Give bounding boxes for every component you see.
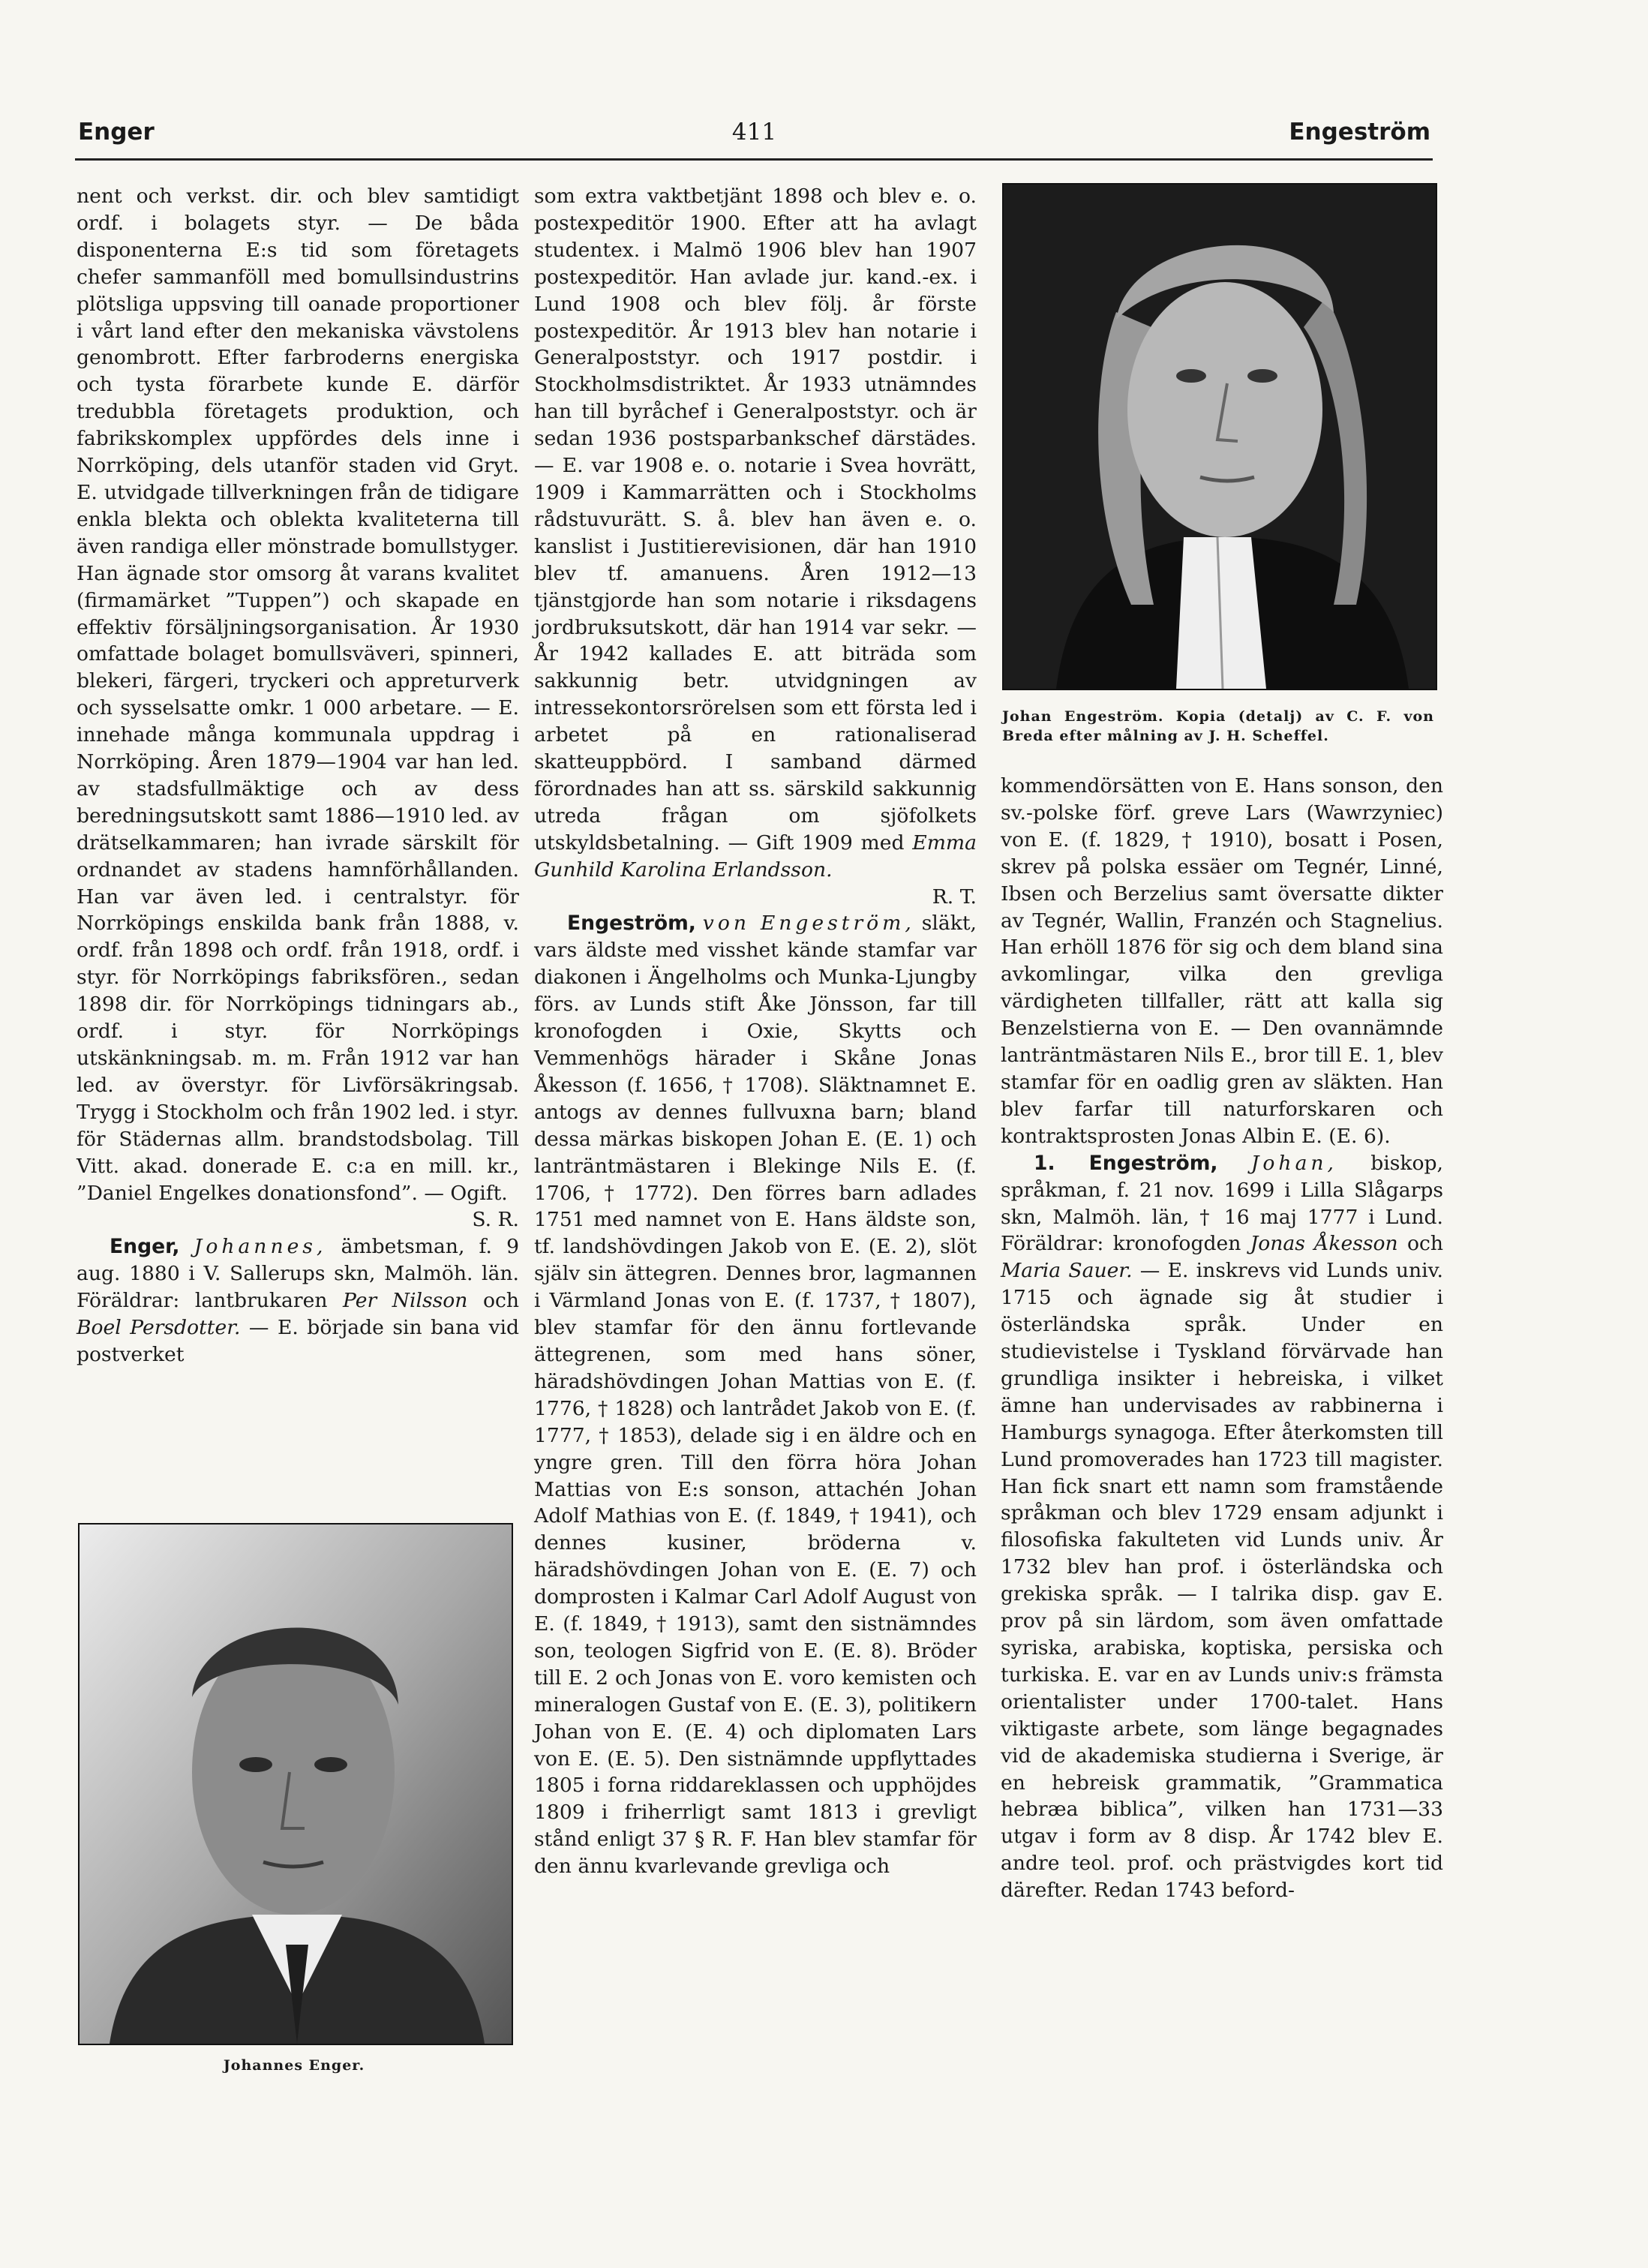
article-text: och: [467, 1289, 519, 1313]
entry-headword: Enger,: [110, 1235, 180, 1259]
column-2: [534, 183, 977, 1880]
article-engestrom-family: [534, 910, 977, 1880]
author-signature: R. T.: [932, 885, 977, 909]
caption-johannes-enger: Johannes Enger.: [223, 2057, 365, 2074]
entry-headword: 1. Engeström,: [1034, 1151, 1218, 1175]
article-johan-engestrom: [1001, 1150, 1443, 1904]
article-text: kommendörsätten von E. Hans sonson, den sv.-polske förf. greve Lars (Wawrzyniec) von E. (f. 1829, † 1910), bosatt i Posen, skrev på polska essäer om Tegnér, Linné, Ibsen och Berzelius samt översatte dikter av Tegnér, Wallin, Franzén och Stagnelius. Han erhöll 1876 för sig och dem bland sina avkomlingar, vilka den grevliga värdigheten tillfaller, rätt att kalla sig Benzelstierna von E. — Den ovannämnde lanträntmästaren Nils E., bror till E. 1, blev stamfar för en oadlig gren av släkten. Han blev farfar till naturforskaren och kontraktsprosten Jonas Albin E. (E. 6).: [1001, 774, 1443, 1148]
article-johannes-enger: [77, 1233, 519, 1368]
entry-variant-name: von Engeström,: [702, 912, 915, 936]
parent-name: Maria Sauer.: [1001, 1259, 1133, 1283]
article-text: och: [1397, 1232, 1443, 1256]
column-3: [1001, 773, 1443, 1904]
article-enger-continued: [77, 183, 519, 1233]
parent-name: Boel Persdotter.: [77, 1316, 241, 1340]
parent-name: Jonas Åkesson: [1250, 1232, 1398, 1256]
author-signature: S. R.: [472, 1208, 519, 1232]
article-engestrom-family-continued: [1001, 773, 1443, 1150]
entry-forename: Johan,: [1250, 1151, 1338, 1175]
spouse-name: Emma Gunhild Karolina Erlandsson.: [534, 831, 977, 882]
article-text: — E. började sin bana vid postverket: [77, 1316, 520, 1366]
article-text: — E. inskrevs vid Lunds univ. 1715 och ägnade sig åt studier i österländska språk. Under en studievistelse i Tyskland förvärvade han grundliga insikter i hebreiska, i vilket ämne han undervisades av rabbinerna i Hamburgs synagoga. Efter återkomsten till Lund promoverades han 1723 till magister. Han fick snart ett namn som framstående språkman och blev 1729 ensam adjunkt i filosofiska fakulteten vid Lunds univ. År 1732 blev han prof. i österländska och grekiska språk. — I talrika disp. gav E. prov på sin lärdom, som även omfattade syriska, arabiska, koptiska, persiska och turkiska. E. var en av Lunds univ:s främsta orientalister under 1700-talet. Hans viktigaste arbete, som länge begagnades vid de akademiska studierna i Sverige, är en hebreisk grammatik, ”Grammatica hebræa biblica”, vilken han 1731—33 utgav i form av 8 disp. År 1742 blev E. andre teol. prof. och prästvigdes kort tid därefter. Redan 1743 beford-: [1001, 1259, 1444, 1903]
article-text: ämbetsman, f. 9 aug. 1880 i V. Sallerups skn, Malmöh. län. Föräldrar: lantbrukaren: [77, 1235, 519, 1313]
caption-johan-engestrom: Johan Engeström. Kopia (detalj) av C. F. von Breda efter målning av J. H. Scheffel.: [1002, 708, 1434, 744]
column-1: [77, 183, 519, 1368]
header-rule: [75, 158, 1433, 161]
page-number: 411: [731, 119, 777, 146]
running-head: [78, 119, 1430, 156]
article-text: nent och verkst. dir. och blev samtidigt ordf. i bolagets styr. — De båda disponenterna E:s tid som företagets chefer sammanföll med bomullsindustrins plötsliga uppsving till oanade proportioner i vårt land efter den mekaniska vävstolens genombrott. Efter farbroderns energiska och tysta förarbete kunde E. därför tredubbla företagets produktion, och fabrikskomplex uppfördes dels inne i Norrköping, dels utanför staden vid Gryt. E. utvidgade tillverkningen från de tidigare enkla blekta och oblekta kvaliteterna till även randiga eller mönstrade bomullstyger. Han ägnade stor omsorg åt varans kvalitet (firmamärket ”Tuppen”) och skapade en effektiv försäljningsorganisation. År 1930 omfattade bolaget bomullsväveri, spinneri, blekeri, färgeri, tryckeri och appreturverk och sysselsatte omkr. 1 000 arbetare. — E. innehade många kommunala uppdrag i Norrköping. Åren 1879—1904 var han led. av stadsfullmäktige och av dess beredningsutskott samt 1886—1910 led. av drätselkammaren; han ivrade särskilt för ordnandet av stadens hamnförhållanden. Han var även led. i centralstyr. för Norrköpings enskilda bank från 1888, v. ordf. från 1898 och ordf. från 1918, ordf. i styr. för Norrköpings fabriksfören., sedan 1898 dir. för Norrköpings tidningars ab., ordf. i styr. för Norrköpings utskänkningsab. m. m. Från 1912 var han led. av överstyr. för Livförsäkringsab. Trygg i Stockholm och från 1902 led. i styr. för Städernas allm. brandstodsbolag. Till Vitt. akad. donerade E. c:a en mill. kr., ”Daniel Engelkes donationsfond”. — Ogift.: [77, 185, 519, 1205]
article-text: släkt, vars äldste med visshet kände stamfar var diakonen i Ängelholms och Munka-Ljungby förs. av Lunds stift Åke Jönsson, far till kronofogden i Oxie, Skytts och Vemmenhögs härader i Skåne Jonas Åkesson (f. 1656, † 1708). Släktnamnet E. antogs av dennes fullvuxna barn; bland dessa märkas biskopen Johan E. (E. 1) och lanträntmästaren i Blekinge Nils E. (f. 1706, † 1772). Den förres barn adlades 1751 med namnet von E. Hans äldste son, tf. landshövdingen Jakob von E. (E. 2), slöt själv sin ättegren. Dennes bror, lagmannen i Värmland Jonas von E. (f. 1737, † 1807), blev stamfar för den ännu fortlevande ättegrenen, som med hans söner, häradshövdingen Johan Mattias von E. (f. 1776, † 1828) och lantrådet Jakob von E. (f. 1777, † 1853), delade sig i en äldre och en yngre gren. Till den förra höra Johan Mattias von E:s sonson, attachén Johan Adolf Mathias von E. (f. 1849, † 1941), och dennes kusiner, bröderna v. häradshövdingen Johan von E. (E. 7) och domprosten i Kalmar Carl Adolf August von E. (f. 1849, † 1913), samt den sistnämndes son, teologen Sigfrid von E. (E. 8). Bröder till E. 2 och Jonas von E. voro kemisten och mineralogen Gustaf von E. (E. 3), politikern Johan von E. (E. 4) och diplomaten Lars von E. (E. 5). Den sistnämnde uppflyttades 1805 i forna riddareklassen och upphöjdes 1809 i friherrligt samt 1813 i grevligt stånd enligt 37 § R. F. Han blev stamfar för den ännu kvarlevande grevliga och: [534, 912, 977, 1879]
article-text: biskop, språkman, f. 21 nov. 1699 i Lilla Slågarps skn, Malmöh. län, † 16 maj 1777 i Lund. Föräldrar: kronofogden: [1001, 1151, 1444, 1256]
article-johannes-enger-continued: [534, 183, 977, 910]
running-head-left: Enger: [78, 119, 155, 146]
article-text: som extra vaktbetjänt 1898 och blev e. o. postexpeditör 1900. Efter att ha avlagt studentex. i Malmö 1906 blev han 1907 postexpeditör. Han avlade jur. kand.-ex. i Lund 1908 och blev följ. år förste postexpeditör. År 1913 blev han notarie i Generalpoststyr. och 1917 postdir. i Stockholmsdistriktet. År 1933 utnämndes han till byråchef i Generalpoststyr. och är sedan 1936 postsparbankschef därstädes. — E. var 1908 e. o. notarie i Svea hovrätt, 1909 i Kammarrätten och i Stockholms rådstuvurätt. S. å. blev han även e. o. kanslist i Justitierevisionen, där han 1910 blev tf. amanuens. Åren 1912—13 tjänstgjorde han som notarie i riksdagens jordbruksutskott, där han 1914 var sekr. — År 1942 kallades E. att biträda som sakkunnig betr. utvidgningen av intressekontorsrörelsen som ett första led i arbetet på en rationaliserad skatteuppbörd. I samband därmed förordnades han att ss. särskild sakkunnig utreda frågan om sjöfolkets utskyldsbetalning. — Gift 1909 med: [534, 185, 977, 855]
running-head-right: Engeström: [1289, 119, 1430, 146]
entry-forename: Johannes,: [194, 1235, 327, 1259]
portrait-illustration: [80, 1525, 512, 2044]
entry-headword: Engeström,: [567, 912, 696, 936]
portrait-illustration: [1004, 185, 1436, 689]
parent-name: Per Nilsson: [343, 1289, 468, 1313]
portrait-johan-engestrom: [1002, 183, 1437, 690]
portrait-johannes-enger: [78, 1523, 513, 2045]
